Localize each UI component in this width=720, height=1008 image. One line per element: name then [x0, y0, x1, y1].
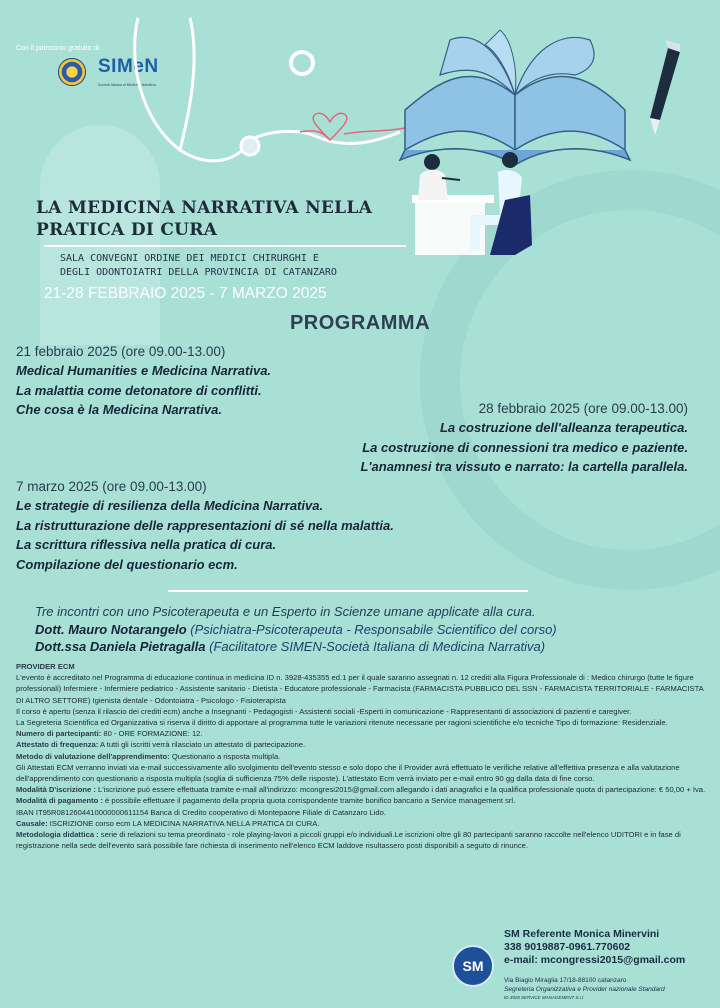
- provider-text: ISCRIZIONE corso ecm LA MEDICINA NARRATIVA NELLA PRATICA DI CURA.: [47, 818, 320, 828]
- speaker-entry: [35, 621, 557, 639]
- speaker-entry: [35, 638, 557, 656]
- simen-logo-subtitle: Società Italiana di Medicina Narrativa: [98, 83, 156, 87]
- session-topic: Medical Humanities e Medicina Narrativa.: [16, 363, 272, 378]
- open-book-icon: [400, 30, 630, 165]
- provider-text: A tutti gli iscritti verrà rilasciato un attestato di partecipazione.: [98, 740, 306, 750]
- title-divider: [44, 245, 406, 247]
- session-date: 28 febbraio 2025 (ore 09.00-13.00): [478, 401, 688, 416]
- page-title: LA MEDICINA NARRATIVA NELLA PRATICA DI CURA: [36, 198, 373, 240]
- provider-paragraph: [16, 728, 706, 739]
- pen-icon: [650, 40, 680, 135]
- provider-paragraph: IBAN IT95R0812604410000000611154 Banca di Credito cooperativo di Montepaone Filiale di Catanzaro Lido.: [16, 807, 386, 817]
- session-topic: La costruzione dell'alleanza terapeutica.: [439, 420, 688, 435]
- order-seal-icon: [58, 58, 86, 86]
- provider-text: L'iscrizione può essere effettuata tramite e-mail all'indirizzo: mcongresi2015@gmail.com allegando i dati anagrafici e la qualifica professionale quota di partecipazione: € 50,00 + Iva.: [95, 785, 706, 795]
- programma-heading-text: PROGRAMMA: [289, 312, 431, 334]
- provider-label: Causale:: [16, 818, 48, 828]
- service-management-logo: SM: [452, 945, 494, 987]
- contact-name: SM Referente Monica Minervini: [504, 928, 660, 940]
- speaker-name: Dott. Mauro Notarangelo: [35, 621, 187, 637]
- session-topic: La ristrutturazione delle rappresentazioni di sé nella malattia.: [16, 517, 394, 533]
- contact-segreteria: Segreteria Organizzativa e Provider nazionale Standard: [504, 986, 665, 993]
- provider-label: Metodologia didattica :: [16, 830, 99, 840]
- session-3: [16, 477, 394, 574]
- session-topic: Compilazione del questionario ecm.: [16, 556, 238, 572]
- session-1: [16, 342, 271, 420]
- provider-label: Numero di partecipanti:: [16, 729, 102, 739]
- provider-paragraph: L'evento è accreditato nel Programma di educazione continua in medicina ID n. 3928-435355 ed.1 per il quale saranno assegnati n. 12 crediti alla Figura Professionale di : Medico chirurgo (tutte le figure professionali) Infermiere - Infermiere pediatrico - Assistente sanitario - Dietista - Educatore professionale - Farmacista (FARMACISTA PUBBLICO DEL SSN - FARMACISTA TERRITORIALE - FARMACISTA DI ALTRO SETTORE) Igienista dentale - Odontoiatra - Psicologo - Fisioterapista: [16, 673, 704, 705]
- session-topic: L'anamnesi tra vissuto e narrato: la cartella parallela.: [360, 459, 688, 474]
- contact-phone: 338 9019887-0961.770602: [504, 941, 631, 953]
- provider-paragraph: [16, 829, 706, 851]
- session-topic: Le strategie di resilienza della Medicina Narrativa.: [16, 498, 324, 513]
- provider-paragraph: Gli Attestati ECM verranno inviati via e-mail successivamente allo svolgimento dell'evento stesso e solo dopo che il Provider avrà effettuato le verifiche relative all'effettiva presenza e alla valutazione dell'apprendimento con questionario a risposta multipla (soglia di sufficienza 75% delle risposte). L'attestato Ecm verrà inviato per e-mail entro 90 gg dalla data di fine corso.: [16, 762, 680, 784]
- session-topic: La costruzione di connessioni tra medico e paziente.: [362, 439, 688, 455]
- provider-paragraph: [16, 818, 706, 829]
- provider-label: Attestato di frequenza:: [16, 740, 99, 750]
- session-topic: La malattia come detonatore di conflitti.: [16, 382, 262, 398]
- provider-text: 80 - ORE FORMAZIONE: 12.: [101, 729, 203, 739]
- provider-heading: PROVIDER ECM: [16, 662, 75, 671]
- speaker-role: (Psichiatra-Psicoterapeuta - Responsabile Scientifico del corso): [190, 621, 557, 637]
- session-topic: Che cosa è la Medicina Narrativa.: [16, 402, 222, 417]
- simen-logo: SIMeN: [98, 56, 159, 77]
- section-divider: [168, 590, 528, 592]
- session-date: 21 febbraio 2025 (ore 09.00-13.00): [16, 344, 226, 359]
- speaker-role: (Facilitatore SIMEN-Società Italiana di Medicina Narrativa): [209, 639, 546, 654]
- event-dates: 21-28 FEBBRAIO 2025 - 7 MARZO 2025: [44, 285, 327, 302]
- venue-line: DEGLI ODONTOIATRI DELLA PROVINCIA DI CATANZARO: [60, 267, 337, 278]
- programma-heading: [0, 312, 720, 335]
- contact-email: e-mail: mcongressi2015@gmail.com: [504, 954, 686, 966]
- venue-block: [60, 252, 420, 280]
- venue-line: SALA CONVEGNI ORDINE DEI MEDICI CHIRURGHI E: [60, 253, 319, 264]
- provider-label: Metodo di valutazione dell'apprendimento:: [16, 751, 170, 761]
- provider-label: Modalità di pagamento :: [16, 796, 103, 806]
- provider-paragraph: Il corso è aperto (senza il rilascio dei crediti ecm) anche a Insegnanti - Pedagogisti - Assistenti sociali -Esperti in comunicazione - Rappresentanti di associazioni di pazienti e caregiver.: [16, 706, 632, 716]
- provider-paragraph: [16, 739, 706, 750]
- provider-paragraph: [16, 784, 706, 795]
- session-2: [360, 399, 688, 477]
- contact-provider-id: ID 3928 SERVICE MANAGEMENT S.r.l: [504, 995, 584, 1000]
- provider-text: serie di relazioni su tema preordinato - role playing-lavori a piccoli gruppi e/o individuali.Le iscrizioni oltre gli 80 partecipanti saranno raccolte nell'elenco UDITORI e in fase di registrazione nella sede dell'evento sarà possibile fare richiesta di inserimento nell'elenco ECM laddove risultassero posti disponibili a seguito di rinunce.: [16, 830, 681, 851]
- session-topic: La scrittura riflessiva nella pratica di cura.: [16, 537, 277, 552]
- session-date: 7 marzo 2025 (ore 09.00-13.00): [16, 479, 207, 494]
- contact-address: Via Biagio Miraglia 17/18-88100 catanzaro: [504, 977, 627, 984]
- provider-text: Questionario a risposta multipla.: [169, 751, 281, 761]
- provider-text: è possibile effettuare il pagamento della propria quota corrispondente tramite bonifico bancario a Service management srl.: [102, 796, 516, 806]
- provider-paragraph: [16, 795, 706, 806]
- provider-paragraph: [16, 751, 706, 762]
- footer-contact: [504, 928, 714, 1001]
- speakers-intro: Tre incontri con uno Psicoterapeuta e un Esperto in Scienze umane applicate alla cura.: [35, 604, 536, 619]
- provider-ecm-block: [16, 661, 706, 851]
- sponsorship-label: Con il patrocinio gratuito di:: [16, 45, 101, 52]
- provider-label: Modalità D'iscrizione :: [16, 785, 96, 795]
- consultation-scene-icon: [412, 152, 532, 255]
- provider-paragraph: La Segreteria Scientifica ed Organizzativa si riserva il diritto di apportare al programma tutte le variazioni ritenute necessarie per ragioni scientifiche e/o tecniche Tipo di formazione: Residenziale.: [16, 718, 668, 728]
- speakers-block: [35, 603, 557, 656]
- stethoscope-icon: [135, 18, 400, 161]
- speaker-name: Dott.ssa Daniela Pietragalla: [35, 639, 206, 654]
